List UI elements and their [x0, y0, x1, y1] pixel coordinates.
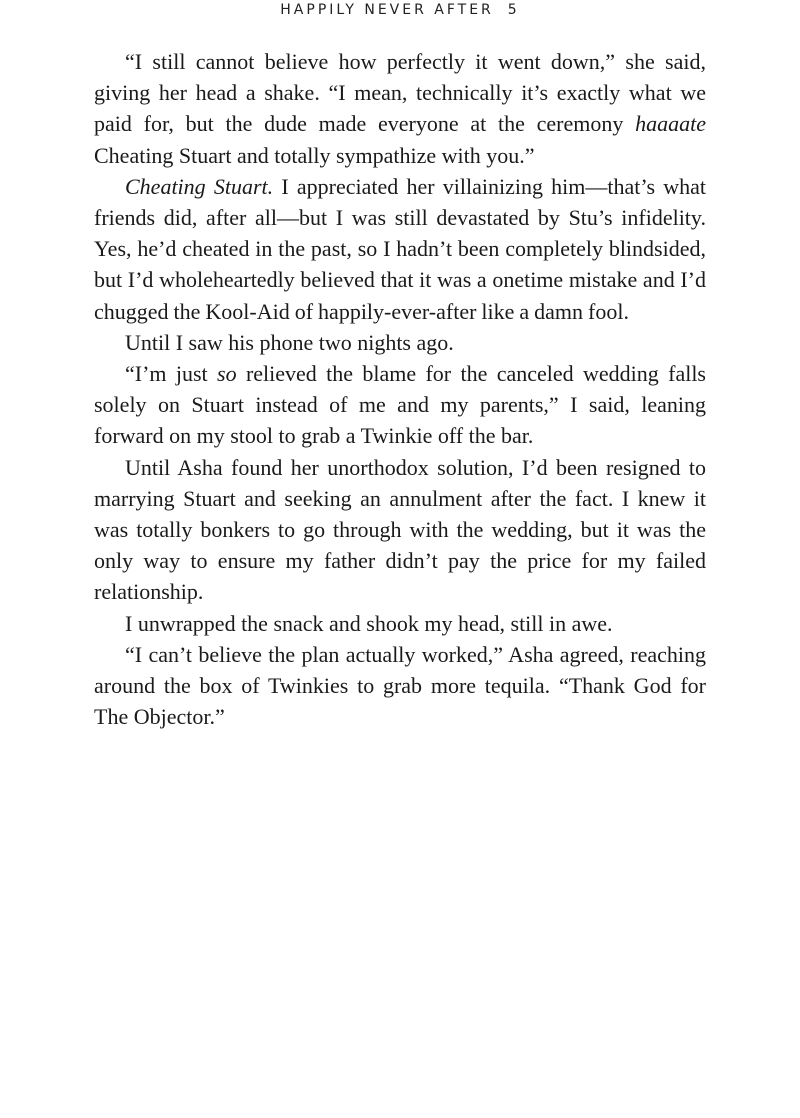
text-run: “I’m just [125, 361, 218, 387]
text-run: relieved the blame for the canceled wedding falls solely on Stuart instead of me and my parents,” I said, leaning forward on my stool to grab a Twinkie off the bar. [94, 361, 706, 449]
paragraph-2 [94, 171, 706, 327]
page-number: 5 [507, 2, 520, 18]
italic-run: Cheating Stuart. [125, 173, 274, 199]
book-title: HAPPILY NEVER AFTER [280, 2, 494, 18]
text-run: Cheating Stuart and totally sympathize with you.” [94, 142, 535, 168]
paragraph-1 [94, 46, 706, 171]
paragraph-4 [94, 358, 706, 452]
paragraph-7 [94, 639, 706, 733]
running-head [0, 0, 800, 22]
italic-run: haaaate [635, 111, 706, 137]
text-run: I appreciated her villainizing him—that’s what friends did, after all—but I was still devastated by Stu’s infidelity. Yes, he’d cheated in the past, so I hadn’t been completely blindsided, but I’d wholeheartedly believed that it was a onetime mistake and I’d chugged the Kool-Aid of happily-ever-after like a damn fool. [94, 173, 706, 324]
text-run: “I can’t believe the plan actually worked,” Asha agreed, reaching around the box of Twinkies to grab more tequila. “Thank God for The Objector.” [94, 641, 706, 730]
text-run: Until I saw his phone two nights ago. [125, 329, 454, 355]
paragraph-3 [94, 327, 706, 358]
text-run: I unwrapped the snack and shook my head, still in awe. [125, 610, 613, 636]
paragraph-5 [94, 452, 706, 608]
text-run: “I still cannot believe how perfectly it went down,” she said, giving her head a shake. “I mean, technically it’s exactly what we paid for, but the dude made everyone at the ceremony [94, 49, 706, 137]
paragraph-6 [94, 608, 706, 639]
italic-run: so [217, 361, 237, 387]
text-run: Until Asha found her unorthodox solution, I’d been resigned to marrying Stuart and seeking an annulment after the fact. I knew it was totally bonkers to go through with the wedding, but it was the only way to ensure my father didn’t pay the price for my failed relationship. [94, 454, 706, 605]
body-text [94, 46, 706, 732]
